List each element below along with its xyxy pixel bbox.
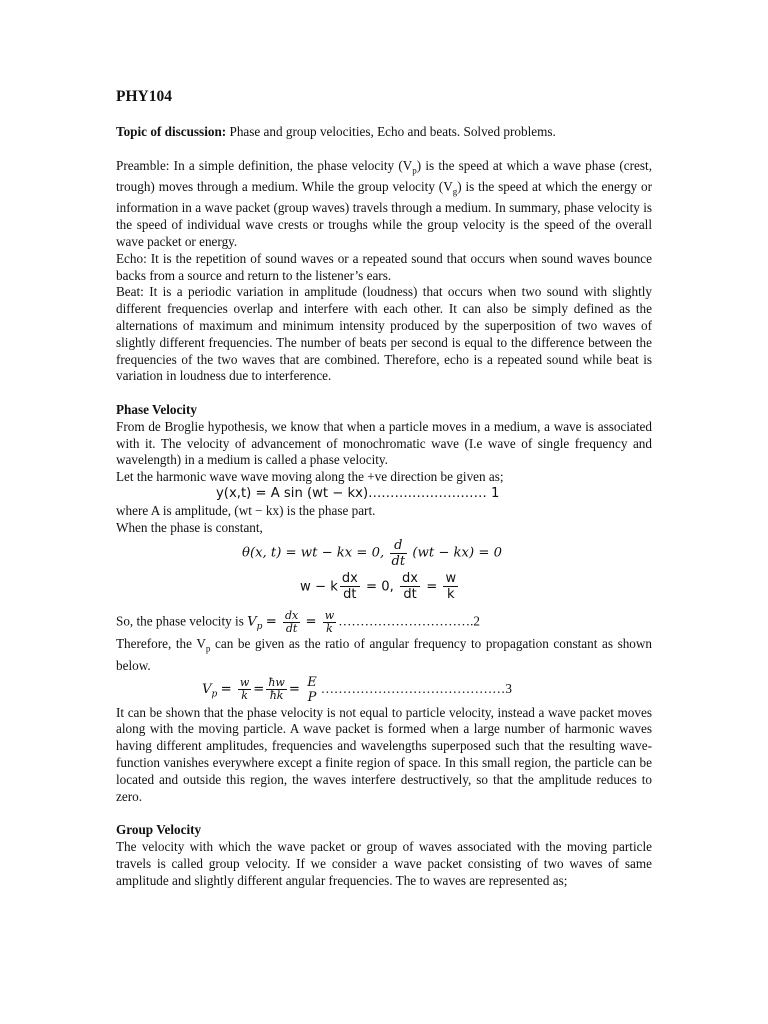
frac-den: dt — [285, 622, 298, 636]
frac-num: dx — [402, 571, 418, 587]
course-code: PHY104 — [116, 88, 172, 105]
equation-derivative — [116, 571, 652, 602]
frac-num: ħw — [268, 676, 285, 690]
phase-velocity-heading: Phase Velocity — [116, 402, 197, 418]
vg-subscript: g — [452, 186, 458, 197]
frac-den: k — [447, 587, 455, 603]
frac-den: P — [307, 689, 317, 705]
w-k-small-fraction — [323, 610, 336, 635]
frac-den: dt — [343, 587, 357, 603]
preamble-paragraph — [116, 158, 652, 251]
phase-where: where A is amplitude, (wt − kx) is the phase part. — [116, 502, 376, 518]
frac-den: k — [326, 622, 333, 636]
hbar-fraction — [266, 677, 287, 702]
theta-expression: θ(x, t) = wt − kx = 0, — [242, 545, 385, 561]
vp-subscript-2: p — [205, 644, 211, 655]
frac-den: ħk — [269, 689, 284, 703]
vp-subscript: p — [412, 165, 417, 176]
topic-label: Topic of discussion: — [116, 124, 227, 139]
vp-symbol-3: V — [202, 681, 212, 697]
phase-intro: From de Broglie hypothesis, we know that when a particle moves in a medium, a wave is associated with it. The velocity of advancement of monochromatic wave (I.e wave of single frequency and wavelength) in a medium is called a phase velocity. — [116, 418, 652, 468]
therefore-text-b: can be given as the ratio of angular frequency to propagation constant as shown below. — [116, 636, 653, 673]
equation-theta — [116, 538, 652, 569]
frac-num: w — [239, 676, 250, 690]
frac-num: E — [307, 674, 317, 690]
w-minus-k: w − k — [300, 579, 338, 595]
theta-tail: (wt − kx) = 0 — [412, 545, 502, 561]
preamble-text-a: Preamble: In a simple definition, the phase velocity (V — [116, 157, 413, 173]
eq2-tail: ………………………….2 — [338, 613, 480, 629]
document-page — [116, 88, 652, 889]
vp-sub: p — [256, 622, 263, 633]
dx-dt-small-fraction — [283, 610, 300, 635]
topic-text: Phase and group velocities, Echo and beats. Solved problems. — [226, 124, 556, 139]
echo-definition: Echo: It is the repetition of sound waves or a repeated sound that occurs when sound waves bounce backs from a source and return to the listener’s ears. — [116, 250, 652, 283]
equals-sign: = — [426, 579, 438, 595]
eq3-tail: ……………………………………3 — [320, 680, 512, 696]
e-p-fraction — [305, 675, 319, 705]
frac-num: w — [324, 609, 335, 623]
frac-den: dt — [391, 554, 406, 570]
frac-num: w — [445, 571, 457, 587]
vp-symbol: V — [247, 614, 257, 630]
d-dt-fraction — [390, 538, 408, 569]
frac-den: dt — [403, 587, 417, 603]
therefore-paragraph — [116, 636, 652, 674]
equals-zero: = 0, — [366, 579, 394, 595]
frac-num: d — [390, 538, 408, 554]
so-text: So, the phase velocity is — [116, 613, 248, 629]
dx-dt-fraction-2 — [400, 571, 420, 602]
phase-when: When the phase is constant, — [116, 519, 263, 535]
vp-sub-3: p — [211, 689, 218, 700]
preamble-text-b: ) is the speed at which a wave phase (crest, trough) moves through a medium. While the group velocity (V — [116, 157, 652, 195]
group-velocity-heading: Group Velocity — [116, 822, 202, 838]
frac-num: dx — [341, 571, 358, 587]
therefore-text-a: Therefore, the V — [116, 636, 206, 652]
topic-line — [116, 124, 652, 141]
beat-definition: Beat: It is a periodic variation in amplitude (loudness) that occurs when two sound with slightly different frequencies overlap and interfere with each other. It can also be simply defined as the alternations of maximum and minimum intensity produced by the superposition of two waves of slightly different frequencies. The number of beats per second is equal to the difference between the frequencies of the two waves that are combined. Therefore, echo is a repeated sound while beat is variation in loudness due to interference. — [116, 284, 652, 384]
equation-2-line: So, the phase velocity is $V_p$ = $\frac{dx}{dt}$ = $\frac{w}{k}$ ………………………….2 — [116, 609, 480, 636]
dx-dt-fraction — [340, 571, 360, 602]
equation-1: y(x,t) = A sin (wt − kx)……………………… 1 — [216, 486, 500, 502]
equation-3-line: $V_p$ = $\frac{w}{k}$ = $\frac{ħw}{ħk}$ = E P ……………………………………3 — [202, 674, 512, 705]
w-k-fraction-3 — [238, 677, 251, 702]
wave-packet-paragraph: It can be shown that the phase velocity is not equal to particle velocity, instead a wave packet moves along with the moving particle. A wave packet is formed when a large number of harmonic waves having different amplitudes, frequencies and wavelengths superposed such that the resulting wave-function vanishes everywhere except a finite region of space. In this small region, the particle can be located and outside this region, the waves interfere destructively, so that the amplitude reduces to zero. — [116, 704, 652, 804]
phase-let: Let the harmonic wave wave moving along the +ve direction be given as; — [116, 469, 504, 485]
w-k-fraction — [443, 571, 458, 602]
frac-num: dx — [284, 609, 299, 623]
group-velocity-paragraph: The velocity with which the wave packet or group of waves associated with the moving particle travels is called group velocity. If we consider a wave packet consisting of two waves of same amplitude and slightly different angular frequencies. The to waves are represented as; — [116, 838, 652, 888]
frac-den: k — [241, 689, 248, 703]
preamble-text-c: ) is the speed at which the energy or information in a wave packet (group waves) travels through a medium. In summary, phase velocity is the speed of individual wave crests or troughs while the group velocity is the speed of the overall wave packet or energy. — [116, 179, 652, 250]
